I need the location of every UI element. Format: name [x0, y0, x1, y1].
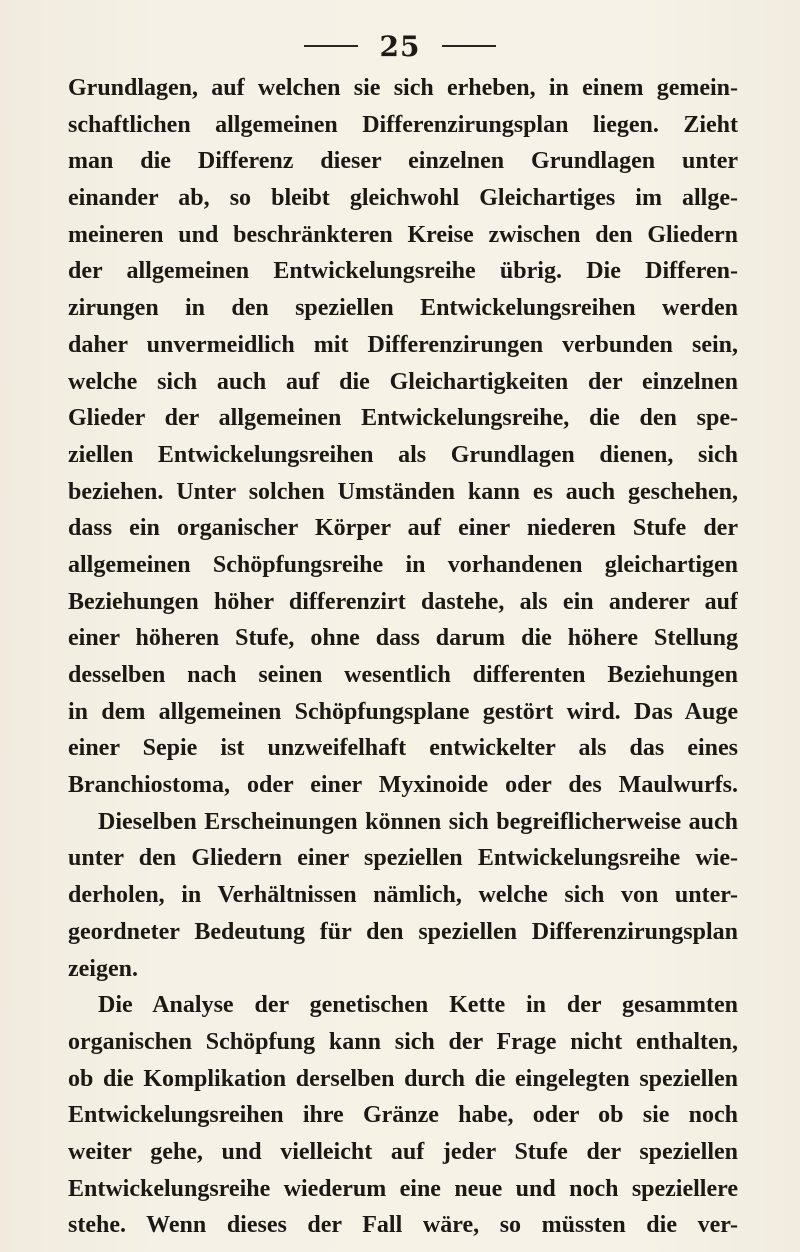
- text-line: welche sich auch auf die Gleichartigkeiten der einzelnen: [68, 368, 738, 395]
- text-line: Branchiostoma, oder einer Myxinoide oder des Maulwurfs.: [68, 772, 738, 799]
- text-line: derholen, in Verhältnissen nämlich, welche sich von unter-: [68, 882, 738, 909]
- text-line: einer Sepie ist unzweifelhaft entwickelter als das eines: [68, 735, 738, 762]
- text-line: beziehen. Unter solchen Umständen kann es auch geschehen,: [68, 478, 738, 505]
- page-header: [0, 30, 800, 62]
- text-line: stehe. Wenn dieses der Fall wäre, so müssten die ver-: [68, 1212, 738, 1239]
- text-line: Dieselben Erscheinungen können sich begreiflicherweise auch: [98, 808, 738, 835]
- header-rule-right: [442, 45, 496, 47]
- text-line: einer höheren Stufe, ohne dass darum die höhere Stellung: [68, 625, 738, 652]
- text-line: einander ab, so bleibt gleichwohl Gleichartiges im allge-: [68, 185, 738, 212]
- page-number: 25: [379, 29, 421, 63]
- text-line: schaftlichen allgemeinen Differenzirungsplan liegen. Zieht: [68, 111, 738, 138]
- text-line: zirungen in den speziellen Entwickelungsreihen werden: [68, 295, 738, 322]
- text-line: geordneter Bedeutung für den speziellen Differenzirungsplan: [68, 918, 738, 945]
- text-line: zeigen.: [68, 955, 138, 982]
- header-rule-left: [304, 45, 358, 47]
- text-line: unter den Gliedern einer speziellen Entwickelungsreihe wie-: [68, 845, 738, 872]
- text-line: Glieder der allgemeinen Entwickelungsreihe, die den spe-: [68, 405, 738, 432]
- text-line: Entwickelungsreihe wiederum eine neue und noch speziellere: [68, 1175, 738, 1202]
- text-line: meineren und beschränkteren Kreise zwischen den Gliedern: [68, 221, 738, 248]
- text-line: allgemeinen Schöpfungsreihe in vorhandenen gleichartigen: [68, 551, 738, 578]
- text-line: Beziehungen höher differenzirt dastehe, als ein anderer auf: [68, 588, 738, 615]
- text-line: dass ein organischer Körper auf einer niederen Stufe der: [68, 515, 738, 542]
- text-line: in dem allgemeinen Schöpfungsplane gestört wird. Das Auge: [68, 698, 738, 725]
- text-line: Entwickelungsreihen ihre Gränze habe, oder ob sie noch: [68, 1102, 738, 1129]
- text-line: ob die Komplikation derselben durch die eingelegten speziellen: [68, 1065, 738, 1092]
- text-line: daher unvermeidlich mit Differenzirungen verbunden sein,: [68, 331, 738, 358]
- text-line: Die Analyse der genetischen Kette in der gesammten: [98, 992, 738, 1019]
- text-line: desselben nach seinen wesentlich differenten Beziehungen: [68, 662, 738, 688]
- text-line: der allgemeinen Entwickelungsreihe übrig. Die Differen-: [68, 258, 738, 285]
- text-line: weiter gehe, und vielleicht auf jeder Stufe der speziellen: [68, 1138, 738, 1165]
- text-line: man die Differenz dieser einzelnen Grundlagen unter: [68, 148, 738, 175]
- text-line: Grundlagen, auf welchen sie sich erheben, in einem gemein-: [68, 75, 738, 101]
- text-line: organischen Schöpfung kann sich der Frage nicht enthalten,: [68, 1028, 738, 1055]
- body-text: [68, 70, 738, 1244]
- text-line: ziellen Entwickelungsreihen als Grundlagen dienen, sich: [68, 441, 738, 468]
